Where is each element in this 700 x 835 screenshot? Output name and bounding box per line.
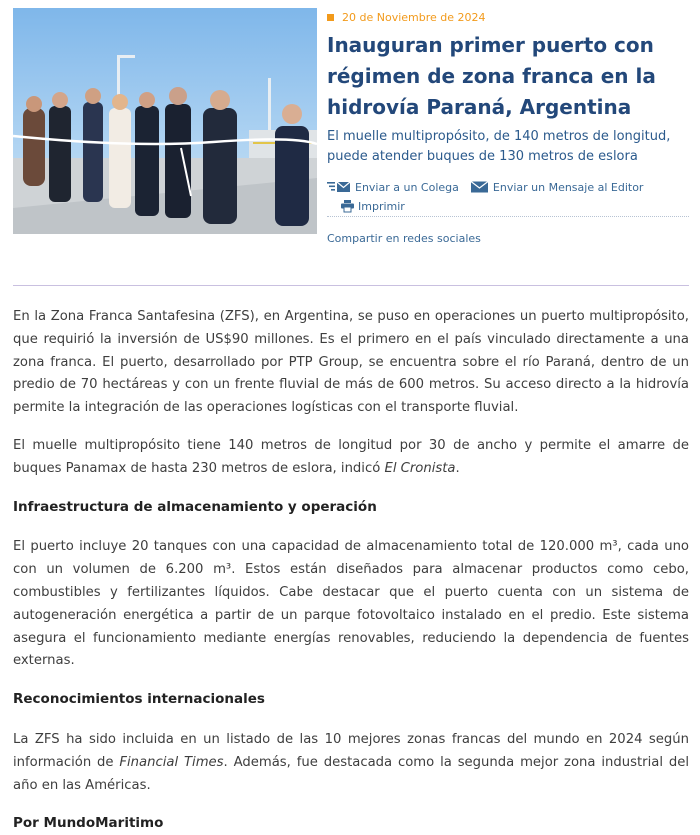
article-subtitle: El muelle multipropósito, de 140 metros de longitud, puede atender buques de 130 metros de eslora [327, 129, 671, 164]
publish-date: 20 de Noviembre de 2024 [342, 10, 486, 24]
paragraph-recognition-text: La ZFS ha sido incluida en un listado de las 10 mejores zonas francas del mundo en 2024 según información de [13, 731, 689, 770]
paragraph-storage: El puerto incluye 20 tanques con una capacidad de almacenamiento total de 120.000 m³, cada uno con un volumen de 6.200 m³. Estos están diseñados para almacenar productos como cebo, combustibles y fertilizantes líquidos. Cabe destacar que el puerto cuenta con un sistema de autogeneración energética a partir de un parque fotovoltaico instalado en el predio. Este sistema asegura el funcionamiento mediante energías renovables, reduciendo la dependencia de fuentes externas. [13, 539, 689, 669]
envelope-icon [471, 181, 489, 193]
printer-icon [341, 200, 354, 212]
share-social-link[interactable]: Compartir en redes sociales [327, 232, 481, 245]
paragraph-intro: En la Zona Franca Santafesina (ZFS), en Argentina, se puso en operaciones un puerto multipropósito, que requirió la inversión de US$90 millones. Es el primero en el país vinculado directamente a una zona franca. El puerto, desarrollado por PTP Group, se encuentra sobre el río Paraná, dentro de un predio de 70 hectáreas y con un frente fluvial de más de 600 metros. Su acceso directo a la hidrovía permite la integración de las operaciones logísticas con el transporte fluvial. [13, 309, 689, 416]
source-financial-times: Financial Times [119, 754, 224, 770]
paragraph-recognition-end: . Además, fue destacada como la segunda mejor zona industrial del año en las Américas. [13, 754, 689, 793]
send-editor-label: Enviar un Mensaje al Editor [492, 180, 644, 194]
section-divider [13, 285, 689, 286]
article-photo [13, 8, 317, 234]
source-el-cronista: El Cronista [384, 460, 456, 476]
send-colleague-label: Enviar a un Colega [355, 180, 459, 194]
share-list-icon [327, 181, 351, 193]
heading-infrastructure: Infraestructura de almacenamiento y operación [13, 498, 377, 515]
article-header [327, 8, 689, 167]
article-body [13, 306, 689, 835]
send-colleague-link[interactable] [327, 181, 459, 194]
date-row [327, 8, 689, 26]
print-link[interactable] [341, 200, 405, 213]
paragraph-dock [13, 435, 689, 481]
send-editor-link[interactable] [471, 181, 644, 194]
paragraph-dock-text: El muelle multipropósito tiene 140 metros de longitud por 30 de ancho y permite el amarre de buques Panamax de hasta 230 metros de eslora, indicó [13, 437, 689, 476]
dotted-divider [327, 216, 689, 217]
article-title: Inauguran primer puerto con régimen de zona franca en la hidrovía Paraná, Argentina [327, 33, 656, 119]
print-label: Imprimir [358, 199, 405, 213]
paragraph-recognition [13, 729, 689, 797]
ribbon-cutting-photo [13, 8, 317, 234]
orange-square-icon [327, 14, 334, 21]
paragraph-dock-end: . [455, 460, 460, 476]
heading-recognition: Reconocimientos internacionales [13, 691, 265, 708]
byline: Por MundoMaritimo [13, 815, 164, 832]
article-actions [327, 178, 689, 245]
